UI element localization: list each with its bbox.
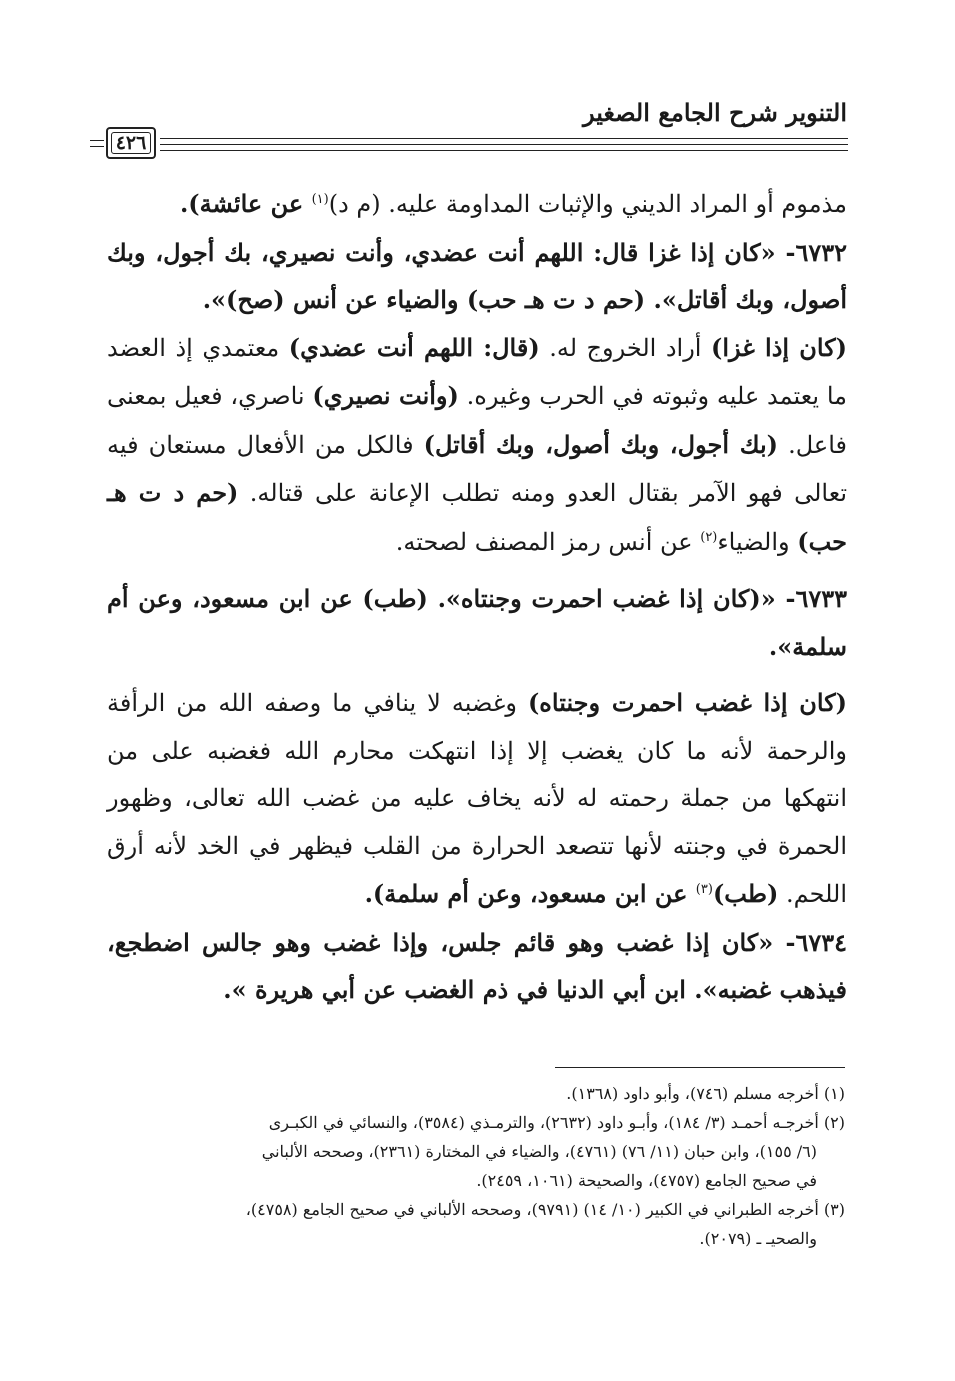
spacer — [107, 670, 847, 679]
header-rule-stub — [90, 146, 104, 147]
footnotes — [108, 1079, 845, 1253]
phrase: (بك أجول، وبك أصول، وبك أقاتل) — [423, 429, 779, 459]
footnote-ref: (٣) — [695, 882, 713, 897]
text-span: وغضبه لا ينافي ما وصفه الله من الرأفة والرحمة لأنه ما كان يغضب إلا إذا انتهكت محارم الله فغضبه على من انتهكها من جملة رحمته له لأنه يخاف عليه من غضب الله تعالى، وظهور الحمرة في وجنته لأنها تتصعد الحرارة من القلب فيظهر في الخد لأنه أرق اللحم. — [107, 689, 847, 908]
footnote-ref: (٢) — [700, 529, 718, 545]
footnote-1: (١) أخرجه مسلم (٧٤٦)، وأبو داود (١٣٦٨). — [566, 1084, 845, 1103]
hadith-line: وبك أصول، وبك أقاتل». (حم د ت هـ حب) والضياء عن أنس (صح)». — [107, 237, 847, 314]
hadith-line: ٦٧٣٣- «(كان إذا غضب احمرت وجنتاه». (طب) عن ابن مسعود، وعن أم — [107, 584, 847, 613]
footnote-2-cont: (٦/ ١٥٥)، وابن حبان (١١/ ٧٦) (٤٧٦١)، والضياء في المختارة (٢٣٦١)، وصححه الألباني — [261, 1142, 817, 1161]
text-span: عن عائشة). — [179, 189, 312, 218]
page-number-box — [106, 127, 156, 159]
explanation-6732 — [107, 324, 847, 567]
footnote-3: (٣) أخرجه الطبراني في الكبير (١٠/ ١٤) (٩٧٩١)، وصححه الألباني في صحيح الجامع (٤٧٥٨)، — [245, 1200, 845, 1219]
footnote-ref: (١) — [311, 192, 329, 207]
text-span: عن أنس رمز المصنف لصحته. — [395, 527, 701, 556]
explanation-6733 — [107, 679, 847, 919]
footnote-separator — [555, 1067, 845, 1068]
header-rule — [160, 144, 848, 145]
footnote-3-cont: والصحيـ ـ (٢٠٧٩). — [699, 1229, 817, 1248]
text-span: ناصري، فعيل بمعنى فاعل. — [107, 382, 847, 459]
hadith-line: ٦٧٣٢- «كان إذا غزا قال: اللهم أنت عضدي، وأنت نصيري، بك أجول، — [155, 237, 847, 267]
main-text — [107, 180, 847, 1014]
hadith-6732 — [107, 229, 847, 324]
text-span: أراد الخروج له. — [539, 333, 711, 362]
header-rule-stub — [90, 140, 104, 141]
hadith-line: سلمة». — [768, 631, 847, 661]
phrase: (كان إذا غضب احمرت وجنتاه) — [527, 688, 847, 717]
text-span: والضياء — [717, 527, 798, 556]
hadith-6734 — [107, 919, 847, 1014]
page-number: ٤٢٦ — [115, 132, 147, 154]
running-title: التنوير شرح الجامع الصغير — [583, 98, 847, 127]
text-span: فالكل من الأفعال مستعان فيه تعالى فهو الآمر بقتال العدو ومنه تطلب الإعانة على قتاله. — [107, 430, 847, 507]
hadith-6733 — [107, 575, 847, 670]
footnote-2: (٢) أخرجـه أحمـد (٣/ ١٨٤)، وأبـو داود (٢٦٣٢)، والترمـذي (٣٥٨٤)، والنسائي في الكبـرى — [268, 1113, 845, 1132]
header-rule — [160, 138, 848, 139]
phrase: (طب) — [712, 879, 779, 908]
phrase: (وأنت نصيري) — [312, 381, 459, 410]
footnote-2-cont: في صحيح الجامع (٤٧٥٧)، والصحيحة (١٠٦١، ٢٤٥٩). — [476, 1171, 817, 1190]
hadith-line: اضطجع، فيذهب غضبه». ابن أبي الدنيا في ذم الغضب عن أبي هريرة ». — [107, 927, 847, 1004]
phrase: عن ابن مسعود، وعن أم سلمة). — [364, 879, 696, 908]
header-rule — [160, 150, 848, 151]
text-span: معتمدي إذ العضد ما يعتمد عليه وثبوته في الحرب وغيره. — [107, 333, 847, 410]
hadith-line: ٦٧٣٤- «كان إذا غضب وهو قائم جلس، وإذا غضب وهو جالس — [202, 927, 847, 957]
paragraph-continuation — [107, 180, 847, 229]
phrase: (قال: اللهم أنت عضدي) — [288, 332, 540, 362]
phrase: (كان إذا غزا) — [710, 332, 848, 362]
spacer — [107, 566, 847, 575]
phrase: (حم د ت هـ حب) — [107, 478, 847, 556]
text-span: مذموم أو المراد الديني والإثبات المداومة عليه. (م د) — [328, 190, 847, 218]
